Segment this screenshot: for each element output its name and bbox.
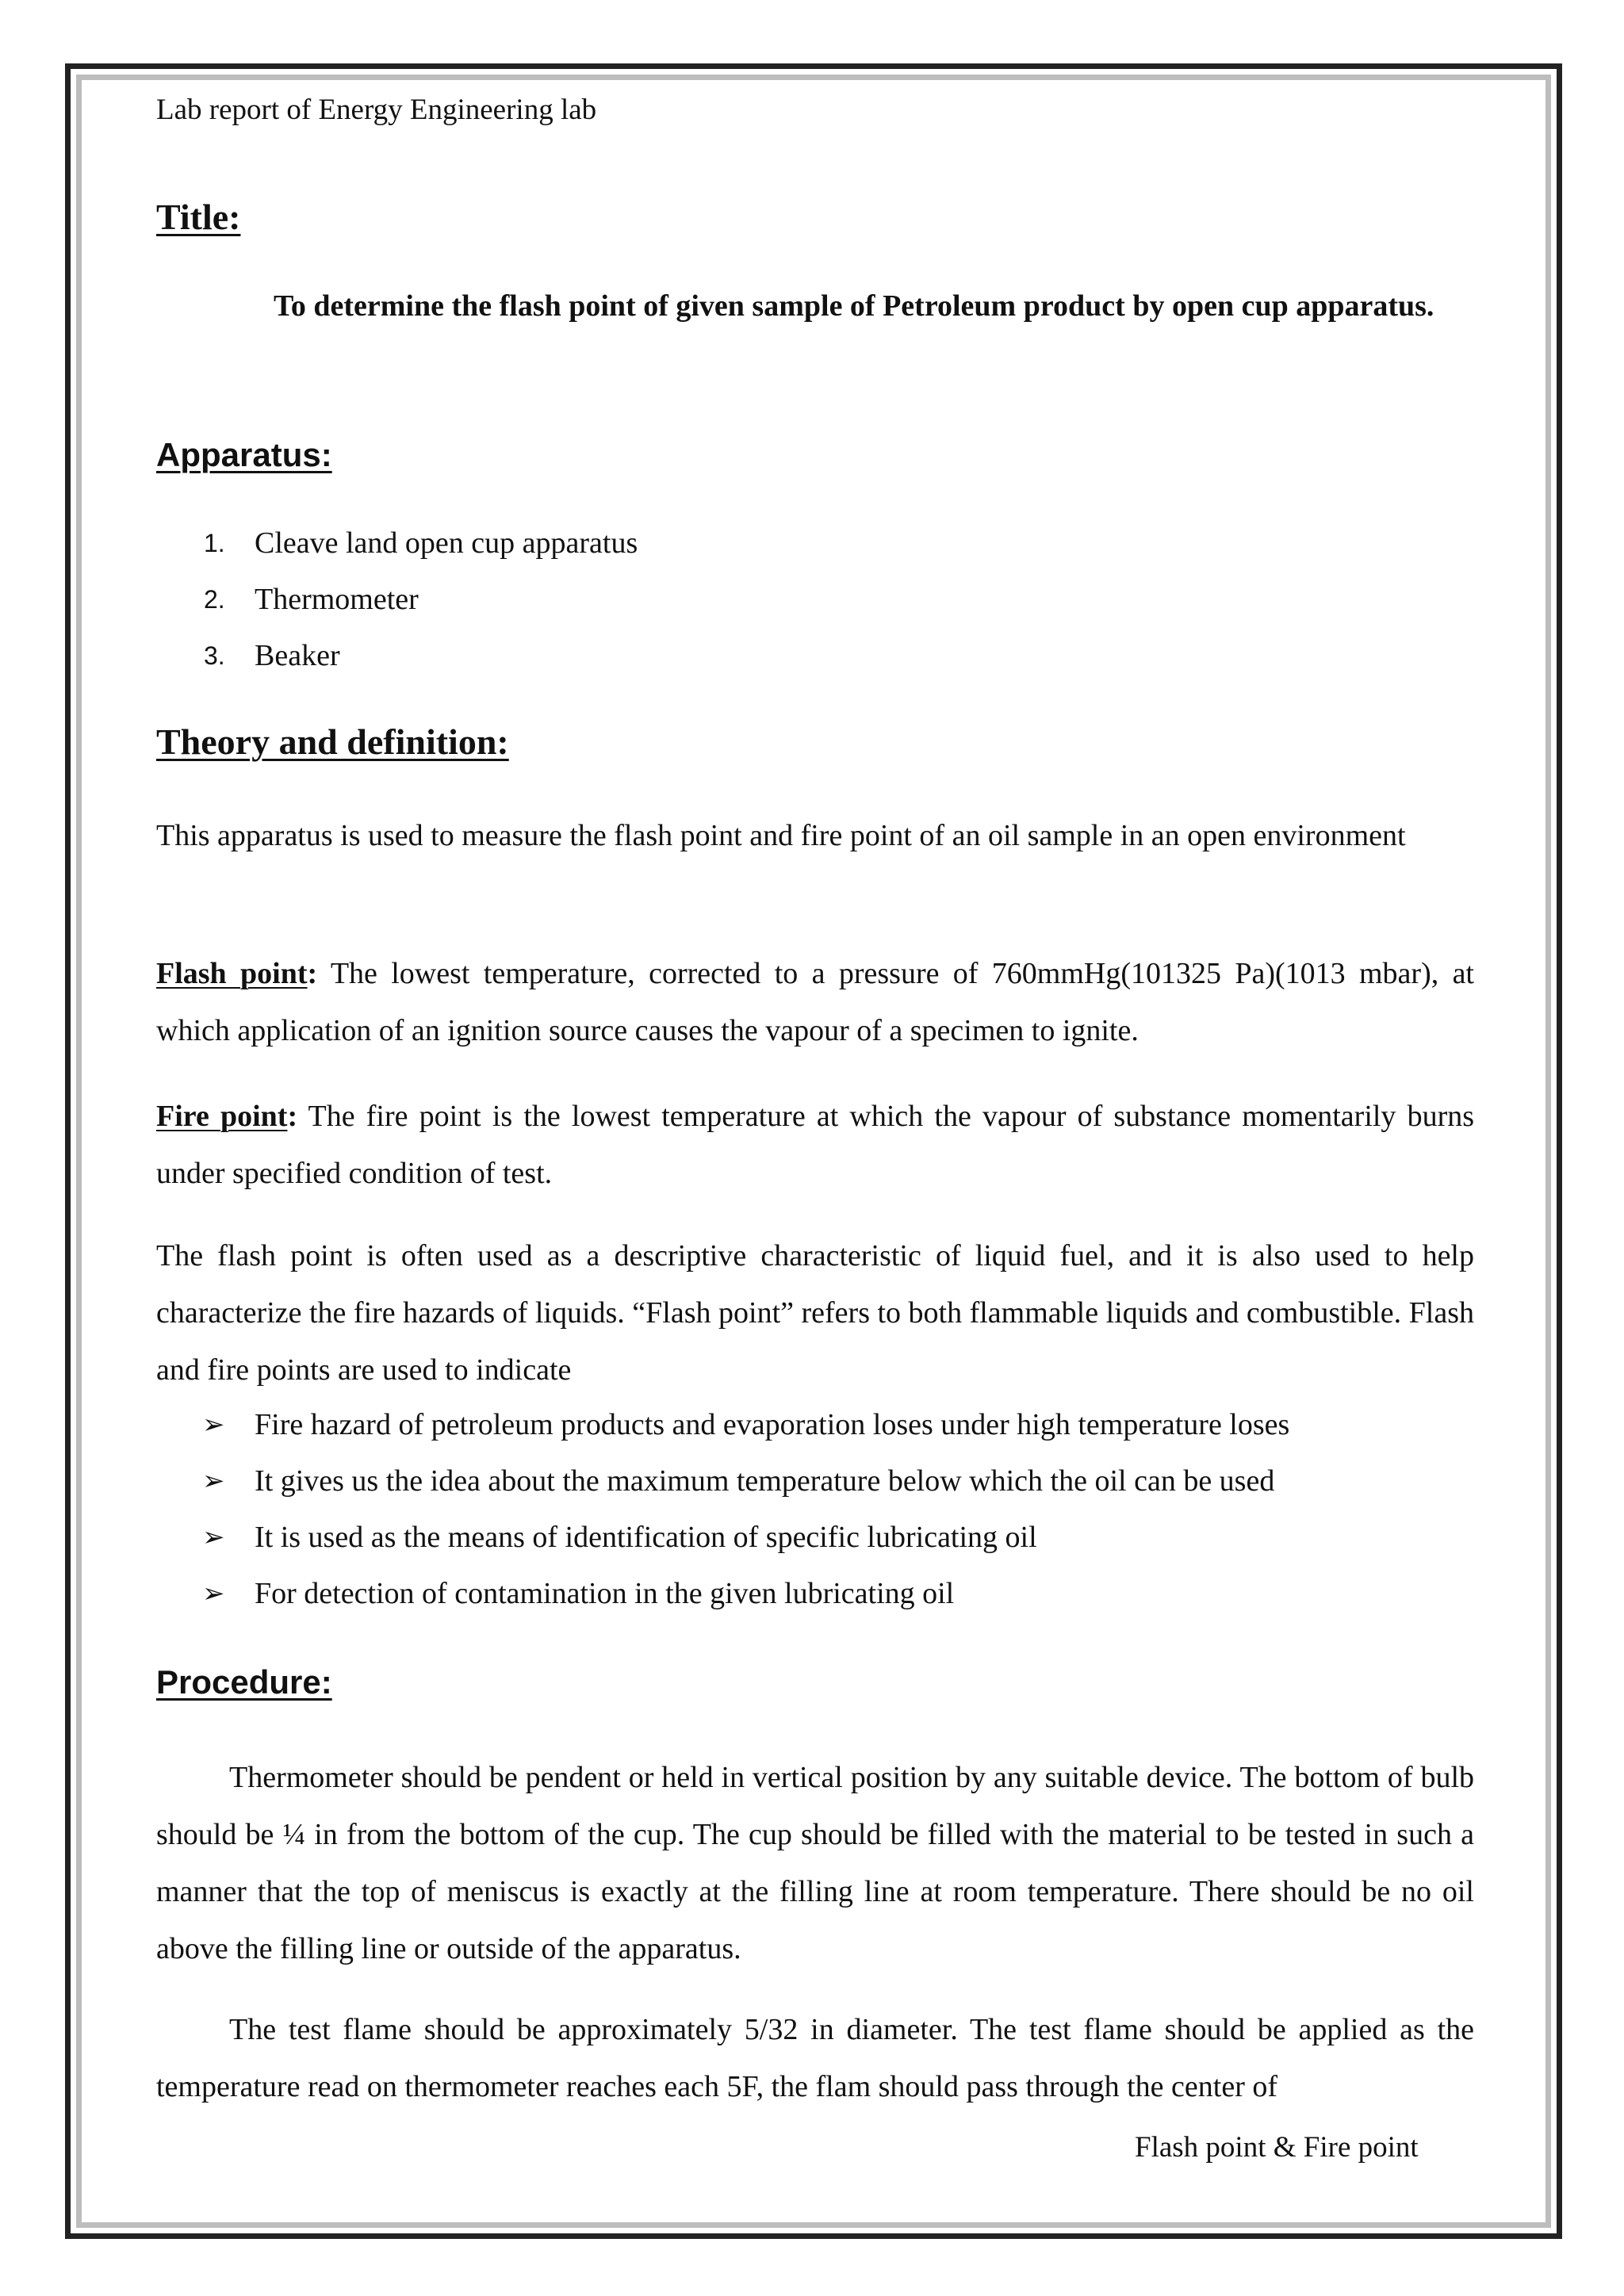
apparatus-item: [156, 515, 1474, 572]
arrow-bullet-icon: ➢: [202, 1521, 225, 1553]
running-footer: Flash point & Fire point: [1135, 2131, 1419, 2164]
list-number: 3.: [204, 641, 225, 670]
arrow-bullet-icon: ➢: [202, 1578, 225, 1609]
bullet-item: [156, 1453, 1474, 1510]
apparatus-heading: Apparatus:: [156, 436, 332, 473]
term-colon: :: [307, 957, 318, 990]
title-text: To determine the flash point of given sample of Petroleum product by open cup apparatus.: [274, 289, 1434, 323]
apparatus-list: [156, 515, 1474, 684]
procedure-paragraph: The test flame should be approximately 5/32 in diameter. The test flame should be applied as the temperature read on thermometer reaches each 5F, the flam should pass through the center of: [156, 2013, 1474, 2103]
title-heading: Title:: [156, 197, 241, 237]
fire-point-definition: [156, 1088, 1474, 1202]
flash-point-text: The lowest temperature, corrected to a pressure of 760mmHg(101325 Pa)(1013 mbar), at which application of an ignition source causes the vapour of a specimen to ignite.: [156, 957, 1474, 1047]
apparatus-item: [156, 572, 1474, 628]
bullet-text: Fire hazard of petroleum products and evaporation loses under high temperature loses: [255, 1408, 1290, 1441]
arrow-bullet-icon: ➢: [202, 1465, 225, 1497]
bullet-text: It is used as the means of identification of specific lubricating oil: [255, 1521, 1037, 1554]
apparatus-item-text: Cleave land open cup apparatus: [255, 526, 638, 560]
usage-bullet-list: [156, 1397, 1474, 1622]
theory-heading: Theory and definition:: [156, 721, 509, 762]
theory-intro: This apparatus is used to measure the flash point and fire point of an oil sample in an open environment: [156, 819, 1406, 852]
list-number: 2.: [204, 585, 225, 614]
fire-point-term: Fire point: [156, 1100, 288, 1133]
procedure-heading: Procedure:: [156, 1663, 332, 1701]
flash-point-term: Flash point: [156, 957, 308, 990]
running-header: Lab report of Energy Engineering lab: [156, 94, 597, 126]
fire-point-text: The fire point is the lowest temperature at which the vapour of substance momentarily burns under specified condition of test.: [156, 1100, 1475, 1190]
bullet-text: It gives us the idea about the maximum temperature below which the oil can be used: [255, 1464, 1275, 1498]
list-number: 1.: [204, 529, 225, 557]
apparatus-item: [156, 628, 1474, 684]
bullet-item: [156, 1397, 1474, 1453]
usage-paragraph: The flash point is often used as a descriptive characteristic of liquid fuel, and it is also used to help characterize the fire hazards of liquids. “Flash point” refers to both flammable liquids and combustible. Flash and fire points are used to indicate: [156, 1239, 1474, 1387]
apparatus-item-text: Thermometer: [255, 583, 419, 616]
bullet-item: [156, 1566, 1474, 1622]
term-colon: :: [287, 1100, 298, 1133]
arrow-bullet-icon: ➢: [202, 1409, 225, 1441]
bullet-item: [156, 1510, 1474, 1566]
apparatus-item-text: Beaker: [255, 639, 340, 672]
flash-point-definition: [156, 945, 1474, 1059]
procedure-paragraph: Thermometer should be pendent or held in vertical position by any suitable device. The bottom of bulb should be ¼ in from the bottom of the cup. The cup should be filled with the material to be tested in such a manner that the top of meniscus is exactly at the filling line at room temperature. There should be no oil above the filling line or outside of the apparatus.: [156, 1761, 1474, 1965]
bullet-text: For detection of contamination in the given lubricating oil: [255, 1577, 955, 1610]
